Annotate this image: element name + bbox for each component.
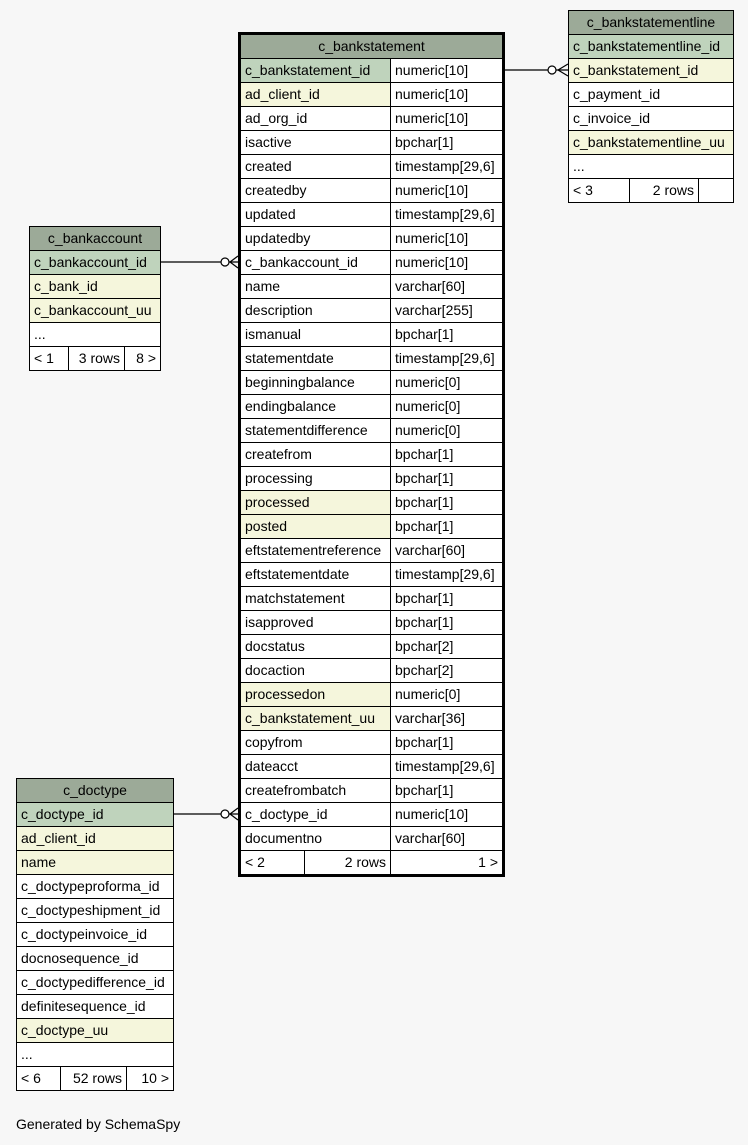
column-name: matchstatement xyxy=(241,587,391,610)
column-name: definitesequence_id xyxy=(21,998,146,1014)
column-type: numeric[10] xyxy=(395,182,469,198)
table-row[interactable] xyxy=(241,155,502,179)
column-name: c_bankstatementline_id xyxy=(569,35,733,58)
table-header[interactable]: c_bankstatement xyxy=(241,35,502,59)
column-name: statementdate xyxy=(241,347,391,370)
column-type: bpchar[1] xyxy=(395,782,454,798)
column-name: processed xyxy=(241,491,391,514)
column-name: created xyxy=(241,155,391,178)
column-type: timestamp[29,6] xyxy=(395,566,495,582)
column-name: c_bankstatement_uu xyxy=(241,707,391,730)
column-type: bpchar[1] xyxy=(395,446,454,462)
column-type: bpchar[1] xyxy=(395,734,454,750)
children-link[interactable]: 10 > xyxy=(141,1070,169,1086)
column-name: name xyxy=(241,275,391,298)
table-row[interactable] xyxy=(241,803,502,827)
table-c-bankstatementline[interactable] xyxy=(568,10,734,203)
column-type: varchar[60] xyxy=(395,542,466,558)
table-row[interactable] xyxy=(241,611,502,635)
parents-link[interactable]: < 3 xyxy=(569,179,630,202)
table-row[interactable] xyxy=(241,395,502,419)
column-type: bpchar[1] xyxy=(395,590,454,606)
column-name: c_doctypeproforma_id xyxy=(21,878,160,894)
table-header[interactable]: c_bankstatementline xyxy=(569,11,733,35)
table-row[interactable] xyxy=(241,131,502,155)
table-header[interactable]: c_doctype xyxy=(17,779,173,803)
table-row[interactable] xyxy=(17,827,173,851)
parents-link[interactable]: < 1 xyxy=(30,347,69,370)
column-name: eftstatementreference xyxy=(241,539,391,562)
column-name: dateacct xyxy=(241,755,391,778)
table-row[interactable] xyxy=(241,323,502,347)
table-footer xyxy=(569,179,733,202)
table-row[interactable] xyxy=(17,851,173,875)
column-name: c_doctypedifference_id xyxy=(21,974,165,990)
column-name: ... xyxy=(21,1046,33,1062)
column-type: timestamp[29,6] xyxy=(395,758,495,774)
table-row[interactable] xyxy=(241,587,502,611)
table-row[interactable] xyxy=(17,1043,173,1067)
table-row[interactable] xyxy=(569,107,733,131)
column-name: createfrom xyxy=(241,443,391,466)
column-name: ... xyxy=(573,158,585,174)
table-header[interactable]: c_bankaccount xyxy=(30,227,160,251)
table-row[interactable] xyxy=(241,779,502,803)
row-count: 3 rows xyxy=(69,347,125,370)
column-name: documentno xyxy=(241,827,391,850)
column-name: c_bank_id xyxy=(30,275,160,298)
column-type: numeric[10] xyxy=(395,62,469,78)
table-footer xyxy=(241,851,502,874)
table-row[interactable] xyxy=(241,563,502,587)
column-name: description xyxy=(241,299,391,322)
table-row[interactable] xyxy=(569,83,733,107)
column-name: docaction xyxy=(241,659,391,682)
table-row[interactable] xyxy=(241,371,502,395)
table-row[interactable] xyxy=(241,827,502,851)
column-name: ... xyxy=(34,326,46,342)
column-name: ad_client_id xyxy=(241,83,391,106)
column-type: varchar[60] xyxy=(395,830,466,846)
children-link[interactable]: 8 > xyxy=(136,350,156,366)
column-name: updatedby xyxy=(241,227,391,250)
table-row[interactable] xyxy=(241,755,502,779)
column-name: createdby xyxy=(241,179,391,202)
column-type: varchar[255] xyxy=(395,302,473,318)
table-row[interactable] xyxy=(30,299,160,323)
column-name: beginningbalance xyxy=(241,371,391,394)
table-row[interactable] xyxy=(241,299,502,323)
column-name: processing xyxy=(241,467,391,490)
table-row[interactable] xyxy=(241,83,502,107)
table-row[interactable] xyxy=(241,683,502,707)
table-row[interactable] xyxy=(569,35,733,59)
column-name: c_doctype_uu xyxy=(17,1019,173,1042)
table-row[interactable] xyxy=(17,947,173,971)
column-name: ismanual xyxy=(241,323,391,346)
children-link[interactable] xyxy=(699,179,733,202)
parents-link[interactable]: < 2 xyxy=(241,851,305,874)
relation-crowfoot xyxy=(558,64,568,70)
column-name: c_bankaccount_id xyxy=(241,251,391,274)
column-type: timestamp[29,6] xyxy=(395,158,495,174)
column-type: numeric[10] xyxy=(395,254,469,270)
column-name: c_payment_id xyxy=(573,86,661,102)
column-name: c_invoice_id xyxy=(573,110,651,126)
column-name: docstatus xyxy=(241,635,391,658)
table-footer xyxy=(30,347,160,370)
column-type: bpchar[2] xyxy=(395,638,454,654)
row-count: 2 rows xyxy=(630,179,699,202)
column-name: c_doctypeinvoice_id xyxy=(21,926,148,942)
table-row[interactable] xyxy=(17,875,173,899)
column-name: processedon xyxy=(241,683,391,706)
column-name: c_doctype_id xyxy=(241,803,391,826)
table-row[interactable] xyxy=(241,707,502,731)
column-type: bpchar[1] xyxy=(395,494,454,510)
table-row[interactable] xyxy=(241,659,502,683)
table-row[interactable] xyxy=(241,179,502,203)
table-row[interactable] xyxy=(241,107,502,131)
column-name: c_doctypeshipment_id xyxy=(21,902,161,918)
column-type: timestamp[29,6] xyxy=(395,206,495,222)
table-row[interactable] xyxy=(569,59,733,83)
column-name: name xyxy=(17,851,173,874)
table-row[interactable] xyxy=(241,59,502,83)
table-row[interactable] xyxy=(241,635,502,659)
table-row[interactable] xyxy=(569,155,733,179)
column-type: bpchar[2] xyxy=(395,662,454,678)
table-row[interactable] xyxy=(241,515,502,539)
table-row[interactable] xyxy=(17,1019,173,1043)
table-row[interactable] xyxy=(241,227,502,251)
column-type: numeric[10] xyxy=(395,110,469,126)
table-c-bankaccount[interactable] xyxy=(29,226,161,371)
column-name: ad_client_id xyxy=(17,827,173,850)
table-footer xyxy=(17,1067,173,1090)
table-row[interactable] xyxy=(241,275,502,299)
column-name: updated xyxy=(241,203,391,226)
column-type: varchar[36] xyxy=(395,710,466,726)
column-type: numeric[10] xyxy=(395,230,469,246)
column-name: c_bankstatement_id xyxy=(241,59,391,82)
table-row[interactable] xyxy=(241,251,502,275)
column-type: bpchar[1] xyxy=(395,518,454,534)
column-name: isapproved xyxy=(241,611,391,634)
column-type: numeric[0] xyxy=(395,374,461,390)
column-type: numeric[0] xyxy=(395,422,461,438)
table-row[interactable] xyxy=(241,203,502,227)
table-row[interactable] xyxy=(17,923,173,947)
parents-link[interactable]: < 6 xyxy=(17,1067,61,1090)
column-name: c_bankaccount_id xyxy=(30,251,160,274)
column-type: timestamp[29,6] xyxy=(395,350,495,366)
column-type: numeric[10] xyxy=(395,806,469,822)
column-name: createfrombatch xyxy=(241,779,391,802)
table-row[interactable] xyxy=(17,899,173,923)
column-type: numeric[0] xyxy=(395,398,461,414)
table-c-doctype[interactable] xyxy=(16,778,174,1091)
table-row[interactable] xyxy=(241,491,502,515)
column-type: bpchar[1] xyxy=(395,614,454,630)
column-type: bpchar[1] xyxy=(395,470,454,486)
column-type: numeric[0] xyxy=(395,686,461,702)
table-row[interactable] xyxy=(30,323,160,347)
row-count: 52 rows xyxy=(61,1067,127,1090)
column-name: posted xyxy=(241,515,391,538)
table-row[interactable] xyxy=(569,131,733,155)
table-row[interactable] xyxy=(17,803,173,827)
table-row[interactable] xyxy=(17,995,173,1019)
row-count: 2 rows xyxy=(305,851,391,874)
table-row[interactable] xyxy=(241,347,502,371)
table-row[interactable] xyxy=(241,467,502,491)
generated-by-label: Generated by SchemaSpy xyxy=(16,1116,181,1132)
column-name: ad_org_id xyxy=(241,107,391,130)
column-name: docnosequence_id xyxy=(21,950,139,966)
table-row[interactable] xyxy=(30,251,160,275)
column-name: eftstatementdate xyxy=(241,563,391,586)
column-name: c_doctype_id xyxy=(17,803,173,826)
column-name: statementdifference xyxy=(241,419,391,442)
table-row[interactable] xyxy=(30,275,160,299)
table-row[interactable] xyxy=(241,731,502,755)
column-type: bpchar[1] xyxy=(395,326,454,342)
relation-optional-marker xyxy=(548,66,556,74)
children-link[interactable]: 1 > xyxy=(478,854,498,870)
table-row[interactable] xyxy=(17,971,173,995)
column-name: c_bankaccount_uu xyxy=(30,299,160,322)
column-name: c_bankstatement_id xyxy=(569,59,733,82)
table-row[interactable] xyxy=(241,443,502,467)
column-name: endingbalance xyxy=(241,395,391,418)
column-type: varchar[60] xyxy=(395,278,466,294)
column-type: numeric[10] xyxy=(395,86,469,102)
table-c-bankstatement[interactable] xyxy=(238,32,505,877)
table-row[interactable] xyxy=(241,539,502,563)
column-type: bpchar[1] xyxy=(395,134,454,150)
column-name: isactive xyxy=(241,131,391,154)
column-name: copyfrom xyxy=(241,731,391,754)
table-row[interactable] xyxy=(241,419,502,443)
column-name: c_bankstatementline_uu xyxy=(569,131,733,154)
